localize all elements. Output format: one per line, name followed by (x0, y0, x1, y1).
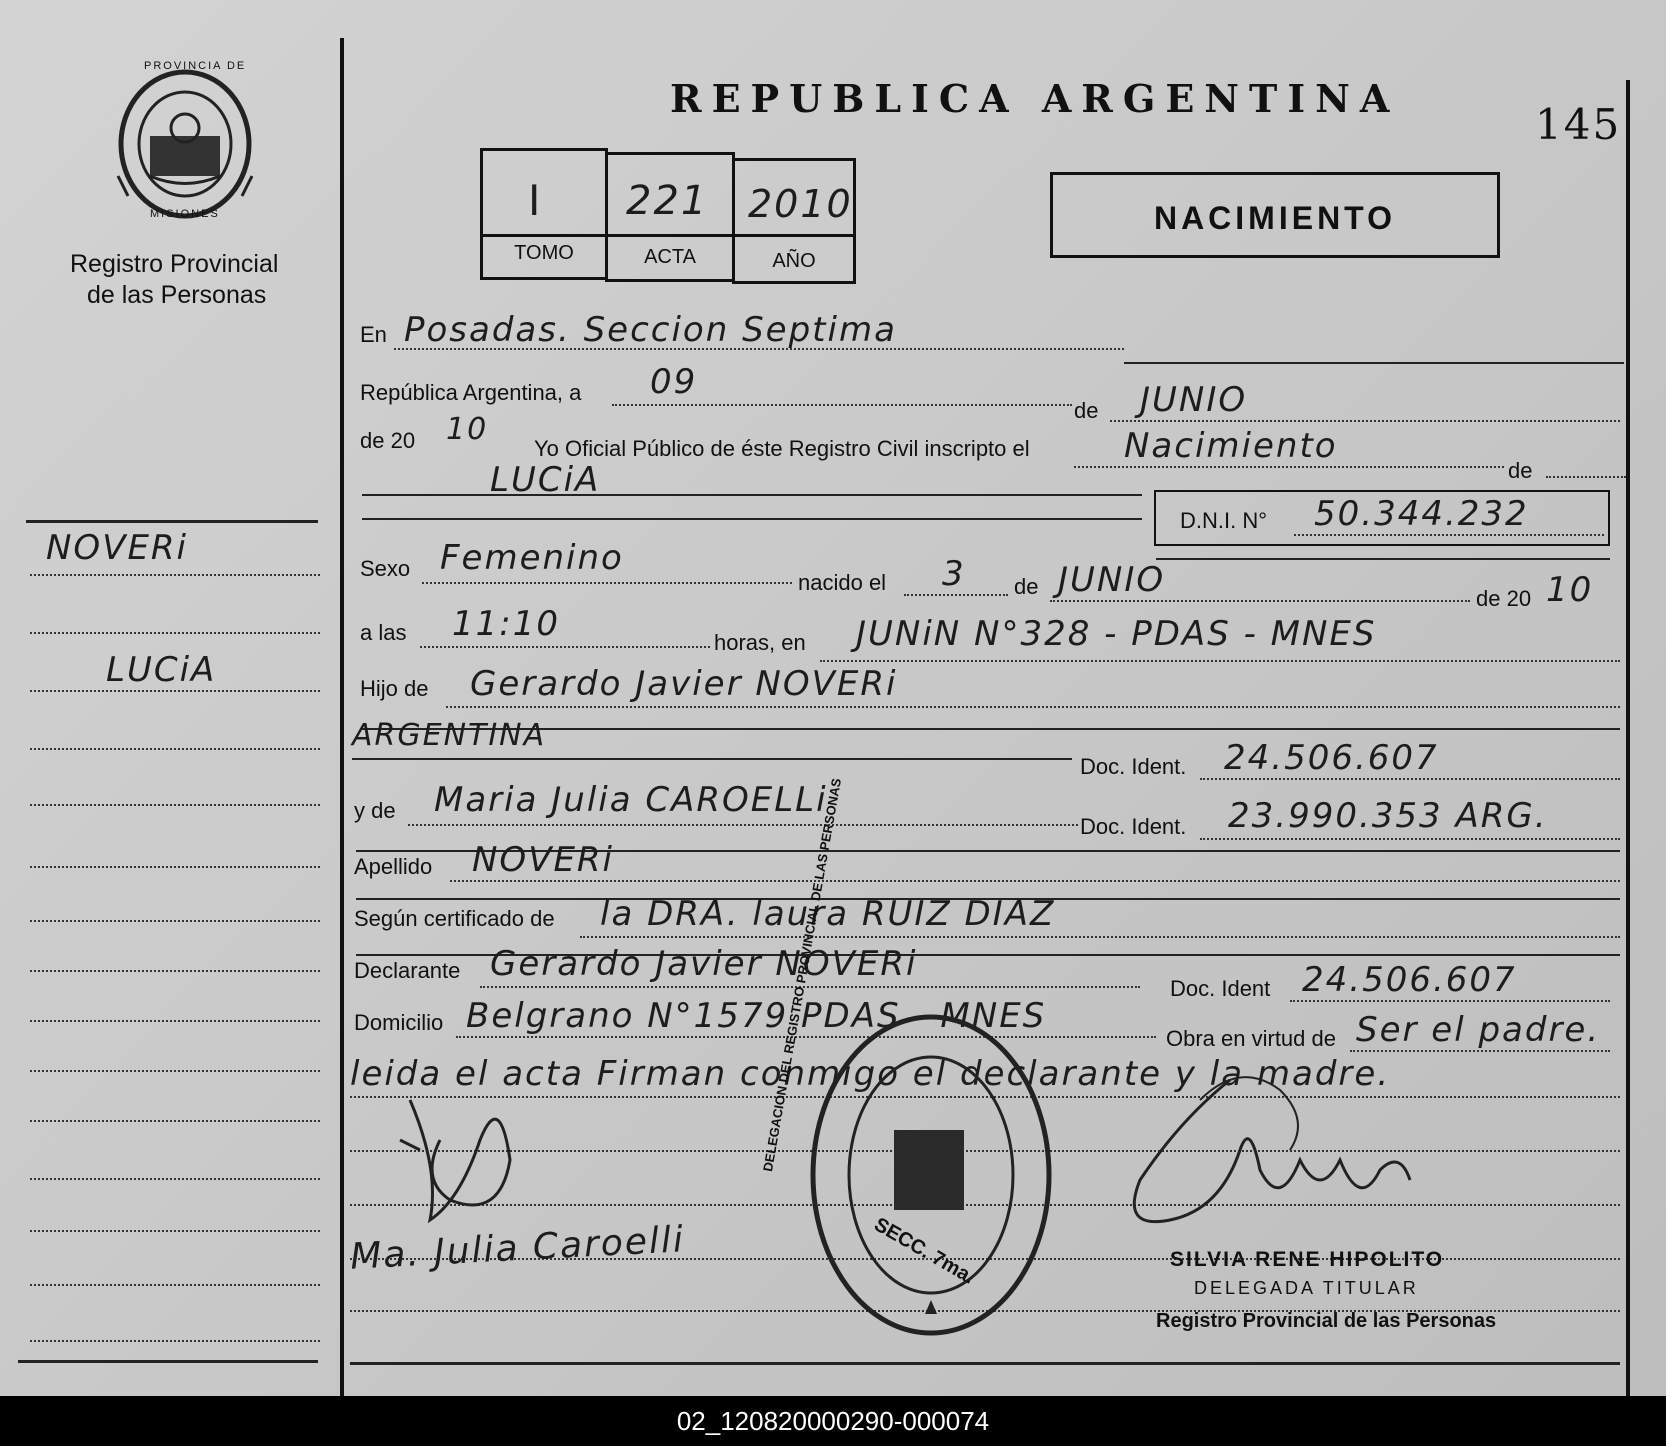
birth-month-line (1050, 600, 1470, 602)
father-nationality: ARGENTINA (352, 718, 547, 753)
doc-ident-label-2: Doc. Ident. (1080, 814, 1187, 839)
acta-value: 221 (626, 178, 709, 224)
margin-line-2 (30, 632, 320, 634)
father-signature-icon (380, 1080, 570, 1240)
seal-text-top: PROVINCIA DE (144, 60, 247, 72)
margin-rule-top (26, 520, 318, 523)
left-column-divider (340, 38, 344, 1396)
year-value: 10 (446, 412, 489, 447)
oficial-label: Yo Oficial Público de éste Registro Civil inscripto el (534, 436, 1030, 461)
acta-label: ACTA (644, 246, 696, 268)
en-line-end (1124, 362, 1624, 364)
closing-line: leida el acta Firman conmigo el declarante y la madre. (350, 1054, 1391, 1094)
inscripto-value: Nacimiento (1124, 426, 1338, 466)
horas-label: horas, en (714, 630, 806, 655)
margin-line-10 (30, 1070, 320, 1072)
registry-line-2: de las Personas (87, 281, 267, 309)
ano-value: 2010 (748, 182, 853, 226)
father-line (446, 706, 1620, 708)
declarante-doc: 24.506.607 (1302, 960, 1517, 1000)
certificado-line (580, 936, 1620, 938)
dni-line (1294, 534, 1604, 536)
margin-rule-bottom (18, 1360, 318, 1363)
dni-label: D.N.I. N° (1180, 508, 1268, 533)
year-prefix: de 20 (360, 428, 416, 453)
obra-line (1350, 1050, 1610, 1052)
stamp-section: SECC. 7ma. (870, 1213, 979, 1289)
de-label-2: de (1508, 458, 1533, 483)
day-value: 09 (650, 362, 698, 402)
official-name: SILVIA RENE HIPOLITO (1170, 1248, 1445, 1271)
margin-line-14 (30, 1284, 320, 1286)
margin-surname: NOVERi (46, 528, 189, 568)
sexo-line (422, 582, 792, 584)
a-las-label: a las (360, 620, 407, 645)
obra-value: Ser el padre. (1356, 1010, 1601, 1050)
margin-line-1 (30, 574, 320, 576)
margin-given-name: LUCiA (106, 650, 217, 690)
margin-line-6 (30, 866, 320, 868)
declarante-line (480, 986, 1140, 988)
margin-line-15 (30, 1340, 320, 1342)
domicilio-value: Belgrano N°1579 PDAS - MNES (466, 996, 1047, 1036)
doc-ident-label: Doc. Ident. (1080, 754, 1187, 779)
hour-value: 11:10 (452, 604, 560, 644)
mother-signature: Ma. Julia Caroelli (349, 1219, 686, 1278)
declarante-label: Declarante (354, 958, 461, 983)
name-value: LUCiA (490, 460, 601, 500)
mother-value: Maria Julia CAROELLi (434, 780, 828, 820)
sign-line-bottom (350, 1362, 1620, 1365)
mother-line (408, 824, 1078, 826)
birth-day-line (904, 594, 1008, 596)
y-de-label: y de (354, 798, 396, 823)
declarante-value: Gerardo Javier NOVERi (490, 944, 918, 984)
margin-line-9 (30, 1020, 320, 1022)
father-doc: 24.506.607 (1224, 738, 1439, 778)
registry-line-1: Registro Provincial (70, 250, 279, 278)
nacido-label: nacido el (798, 570, 887, 595)
document-type: NACIMIENTO (1153, 200, 1397, 236)
right-border (1626, 80, 1630, 1396)
official-title: DELEGADA TITULAR (1194, 1278, 1419, 1298)
seal-text-bottom: MISIONES (150, 208, 220, 220)
margin-line-4 (30, 748, 320, 750)
day-line (612, 404, 1072, 406)
document-code-footer: 02_120820000290-000074 (0, 1396, 1666, 1446)
margin-line-3 (30, 690, 320, 692)
place-line (820, 660, 1620, 662)
mother-doc: 23.990.353 ARG. (1228, 796, 1548, 836)
father-value: Gerardo Javier NOVERi (470, 664, 898, 704)
domicilio-label: Domicilio (354, 1010, 444, 1035)
nationality-line (352, 758, 1072, 760)
margin-line-5 (30, 804, 320, 806)
tomo-label: TOMO (514, 242, 574, 264)
certificado-label: Según certificado de (354, 906, 555, 931)
registry-stamp-icon (806, 1010, 1056, 1340)
tomo-value: I (528, 176, 543, 225)
margin-line-7 (30, 920, 320, 922)
inscripto-line (1074, 466, 1504, 468)
margin-line-8 (30, 970, 320, 972)
en-label: En (360, 322, 387, 347)
apellido-value: NOVERi (472, 840, 615, 880)
en-line (394, 348, 1124, 350)
stamp-text: DELEGACION DEL REGISTRO PROVINCIAL DE LAS PERSONAS (760, 777, 845, 1173)
margin-line-11 (30, 1120, 320, 1122)
margin-line-12 (30, 1178, 320, 1180)
hour-line (420, 646, 710, 648)
year-label-2: de 20 (1476, 586, 1532, 611)
page-number: 145 (1535, 100, 1622, 149)
dni-box-under (1156, 558, 1610, 560)
republica-label: República Argentina, a (360, 380, 582, 405)
apellido-line (450, 880, 1620, 882)
month-value: JUNIO (1140, 380, 1248, 420)
father-line-2 (360, 728, 1620, 730)
official-registry: Registro Provincial de las Personas (1156, 1310, 1497, 1332)
place-value: JUNiN N°328 - PDAS - MNES (856, 614, 1377, 654)
hijo-label: Hijo de (360, 676, 429, 701)
ano-label: AÑO (772, 250, 816, 272)
dni-value: 50.344.232 (1314, 494, 1529, 534)
country-title: REPUBLICA ARGENTINA (670, 76, 1400, 121)
sexo-value: Femenino (440, 538, 624, 578)
apellido-label: Apellido (354, 854, 433, 879)
sexo-label: Sexo (360, 556, 411, 581)
provincial-seal-icon (110, 66, 260, 226)
obra-label: Obra en virtud de (1166, 1026, 1336, 1051)
en-value: Posadas. Seccion Septima (404, 310, 897, 350)
mother-doc-line (1200, 838, 1620, 840)
birth-month: JUNIO (1058, 560, 1166, 600)
doc-ident-label-3: Doc. Ident (1170, 976, 1271, 1001)
name-line (362, 494, 1142, 496)
father-doc-line (1200, 778, 1620, 780)
certificado-value: la DRA. laura RUIZ DIAZ (600, 894, 1056, 934)
de-label-3: de (1014, 574, 1039, 599)
de-label: de (1074, 398, 1099, 423)
month-line (1110, 420, 1620, 422)
declarante-doc-line (1290, 1000, 1610, 1002)
inscripto-line-end (1546, 476, 1626, 478)
official-signature-icon (1080, 1060, 1440, 1280)
birth-year: 10 (1546, 570, 1594, 610)
name-line-2 (362, 518, 1142, 520)
record-box-divider (480, 234, 856, 237)
birth-day: 3 (942, 554, 966, 594)
margin-line-13 (30, 1230, 320, 1232)
